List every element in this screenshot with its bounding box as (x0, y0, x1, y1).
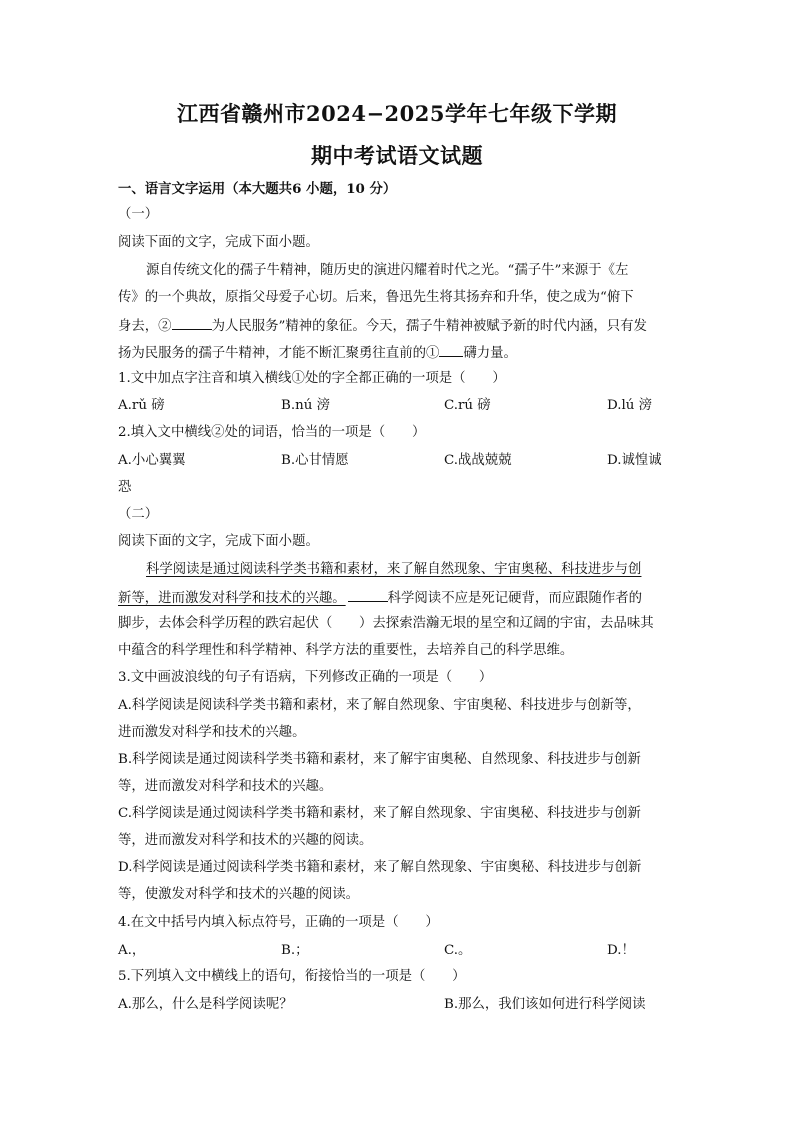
passage2-line2 (118, 588, 642, 608)
blank-line (348, 588, 388, 602)
q1-option-b: B.nú 滂 (281, 398, 330, 413)
q3-option-d-line2: 等，使激发对科学和技术的兴趣的阅读。 (118, 887, 360, 902)
q2-stem: 2.填入文中横线②处的词语，恰当的一项是（ ） (118, 425, 426, 440)
passage1-line1: 源自传统文化的孺子牛精神，随历史的演进闪耀着时代之光。“孺子牛”来源于《左 (146, 263, 629, 278)
q4-option-a: A.， (118, 943, 146, 958)
q2-option-d-continued: 恐 (118, 480, 132, 495)
part2-instruction: 阅读下面的文字，完成下面小题。 (118, 534, 319, 549)
blank-1 (439, 343, 463, 357)
exam-title-line2: 期中考试语文试题 (311, 143, 483, 168)
passage1-line4-start: 扬为民服务的孺子牛精神，才能不断汇聚勇往直前的① (118, 346, 440, 361)
passage2-line2-end: 科学阅读不应是死记硬背，而应跟随作者的 (387, 591, 643, 606)
passage1-line2: 传》的一个典故，原指父母爱子心切。后来，鲁迅先生将其扬弃和升华，使之成为“俯下 (118, 290, 634, 305)
wavy-sentence-part2: 新等，进而激发对科学和技术的兴趣。 (118, 591, 346, 606)
q5-option-a: A.那么，什么是科学阅读呢？ (118, 997, 293, 1012)
blank-2 (172, 316, 212, 330)
wavy-sentence-part1: 科学阅读是通过阅读科学类书籍和素材，来了解自然现象、宇宙奥秘、科技进步与创 (146, 562, 642, 577)
q4-stem: 4.在文中括号内填入标点符号，正确的一项是（ ） (118, 915, 439, 930)
passage1-line3 (118, 316, 647, 336)
q3-option-d-line1: D.科学阅读是通过阅读科学类书籍和素材，来了解自然现象、宇宙奥秘、科技进步与创新 (118, 860, 642, 875)
q4-option-b: B.； (281, 943, 309, 958)
passage2-line3: 脚步，去体会科学历程的跌宕起伏（ ）去探索浩瀚无垠的星空和辽阔的宇宙，去品味其 (118, 616, 654, 631)
exam-title-line1: 江西省赣州市2024−2025学年七年级下学期 (177, 101, 617, 126)
section1-heading: 一、语言文字运用（本大题共6 小题，10 分） (118, 181, 397, 197)
q2-option-a: A.小心翼翼 (118, 453, 186, 468)
q2-option-b: B.心甘情愿 (281, 453, 349, 468)
q2-option-d: D.诚惶诚 (607, 453, 662, 468)
q1-option-d: D.lú 滂 (607, 398, 653, 413)
part2-label: （二） (118, 507, 159, 522)
passage1-line3-start: 身去，② (118, 319, 172, 334)
passage1-line4-end: 礴力量。 (463, 346, 517, 361)
passage2-line4: 中蕴含的科学理性和科学精神、科学方法的重要性，去培养自己的科学思维。 (118, 643, 574, 658)
q3-option-c-line1: C.科学阅读是通过阅读科学类书籍和素材，来了解自然现象、宇宙奥秘、科技进步与创新 (118, 806, 641, 821)
q3-stem: 3.文中画波浪线的句子有语病，下列修改正确的一项是（ ） (118, 670, 493, 685)
q3-option-b-line1: B.科学阅读是通过阅读科学类书籍和素材，来了解宇宙奥秘、自然现象、科技进步与创新 (118, 752, 641, 767)
q5-option-b: B.那么，我们该如何进行科学阅读 (444, 997, 646, 1012)
q4-option-d: D.！ (607, 943, 635, 958)
part1-instruction: 阅读下面的文字，完成下面小题。 (118, 235, 319, 250)
passage1-line4 (118, 343, 517, 363)
q3-option-a-line2: 进而激发对科学和技术的兴趣。 (118, 725, 306, 740)
passage2-line1 (146, 561, 641, 579)
q5-stem: 5.下列填入文中横线上的语句，衔接恰当的一项是（ ） (118, 969, 466, 984)
q3-option-b-line2: 等，进而激发对科学和技术的兴趣。 (118, 779, 333, 794)
part1-label: （一） (118, 207, 159, 222)
q1-stem: 1.文中加点字注音和填入横线①处的字全都正确的一项是（ ） (118, 371, 506, 386)
passage1-line3-end: 为人民服务”精神的象征。今天，孺子牛精神被赋予新的时代内涵，只有发 (211, 319, 647, 334)
q4-option-c: C.。 (444, 943, 472, 958)
q2-option-c: C.战战兢兢 (444, 453, 512, 468)
q3-option-a-line1: A.科学阅读是阅读科学类书籍和素材，来了解自然现象、宇宙奥秘、科技进步与创新等， (118, 698, 641, 713)
q1-option-a: A.rǔ 磅 (118, 398, 165, 413)
q3-option-c-line2: 等，进而激发对科学和技术的兴趣的阅读。 (118, 833, 373, 848)
q1-option-c: C.rú 磅 (444, 398, 491, 413)
